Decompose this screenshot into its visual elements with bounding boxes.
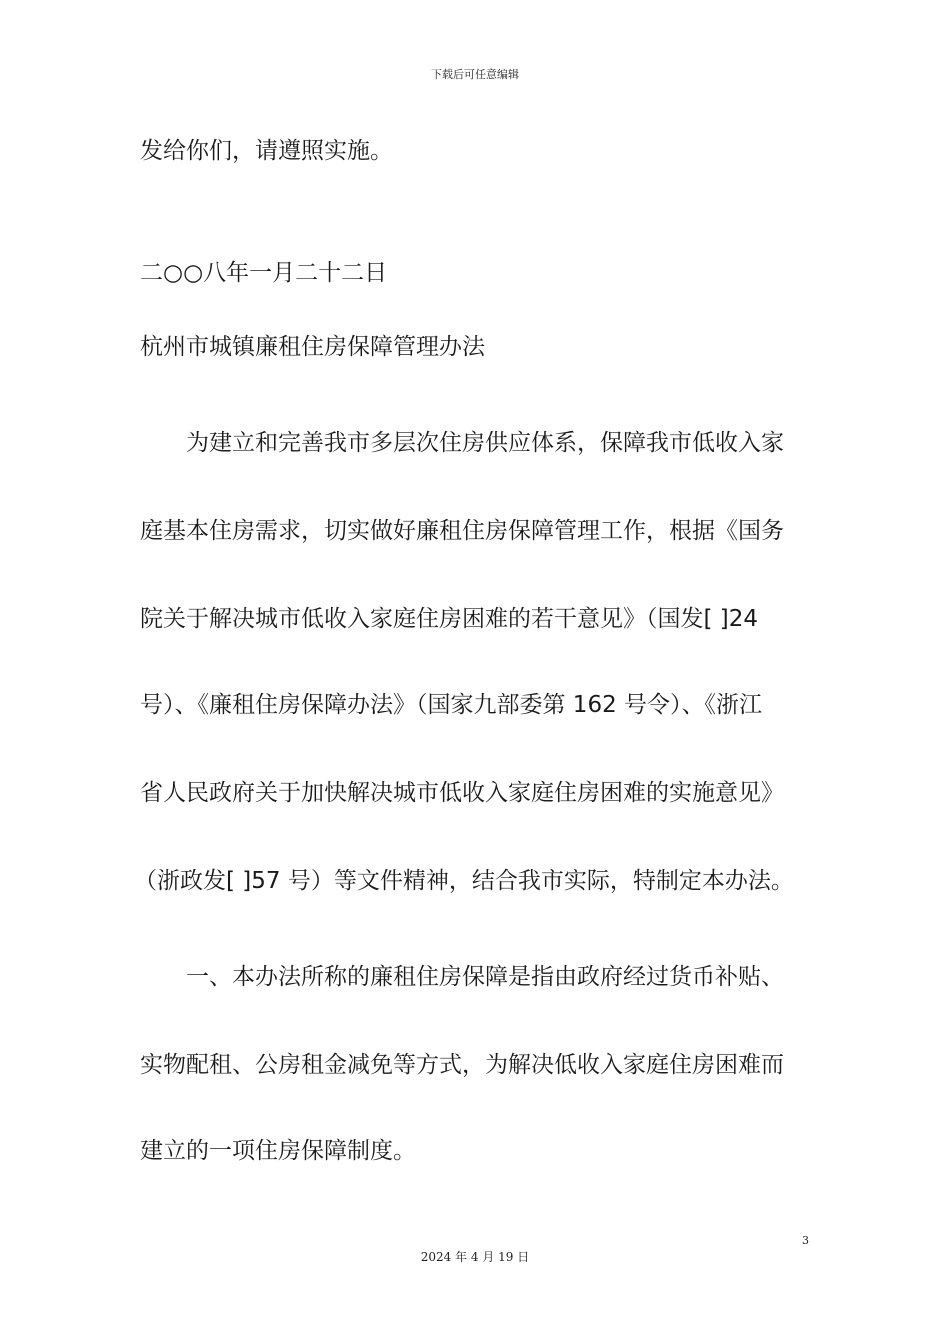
page-number: 3 <box>802 1234 809 1247</box>
text-line: 为建立和完善我市多层次住房供应体系，保障我市低收入家 <box>140 430 784 456</box>
text-line: （浙政发[ ]57 号）等文件精神，结合我市实际，特制定本办法。 <box>134 868 794 894</box>
text-line: 一、本办法所称的廉租住房保障是指由政府经过货币补贴、 <box>140 964 784 990</box>
date-line: 二○○八年一月二十二日 <box>140 260 388 286</box>
document-title: 杭州市城镇廉租住房保障管理办法 <box>140 334 485 360</box>
page-header: 下载后可任意编辑 <box>431 68 519 81</box>
text-line: 实物配租、公房租金减免等方式，为解决低收入家庭住房困难而 <box>140 1052 784 1078</box>
text-line: 庭基本住房需求，切实做好廉租住房保障管理工作，根据《国务 <box>140 518 784 544</box>
footer-date: 2024 年 4 月 19 日 <box>420 1250 530 1264</box>
text-line: 院关于解决城市低收入家庭住房困难的若干意见》（国发[ ]24 <box>140 606 759 632</box>
text-line: 号）、《廉租住房保障办法》（国家九部委第 162 号令）、《浙江 <box>140 692 763 718</box>
text-line: 省人民政府关于加快解决城市低收入家庭住房困难的实施意见》 <box>140 780 784 806</box>
text-line: 发给你们，请遵照实施。 <box>140 138 393 164</box>
text-line: 建立的一项住房保障制度。 <box>140 1138 416 1164</box>
